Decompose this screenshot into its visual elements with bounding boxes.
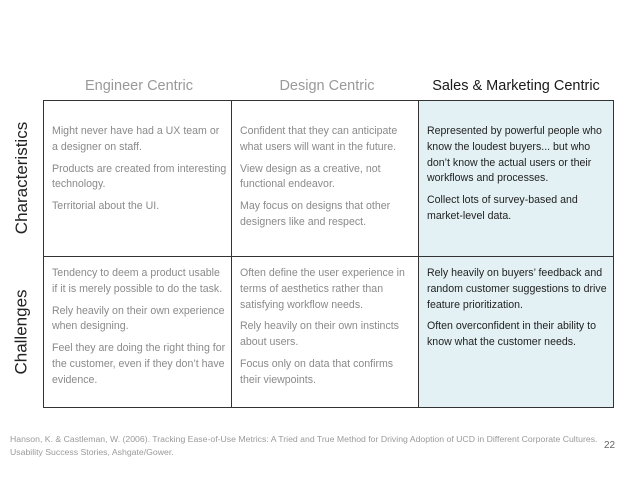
cell-item: View design as a creative, not functional endeavor. [240, 162, 381, 191]
cell-item: Focus only on data that confirms their viewpoints. [240, 357, 394, 386]
cell-characteristics-engineer [52, 124, 228, 221]
cell-item: Might never have had a UX team or a designer on staff. [52, 125, 220, 153]
cell-item: Rely heavily on buyers’ feedback and random customer suggestions to drive feature prioritization. [427, 267, 607, 311]
cell-item: Rely heavily on their own experience when designing. [52, 304, 225, 333]
cell-item: Collect lots of survey-based and market-level data. [427, 194, 578, 222]
grid-line-col1 [231, 100, 232, 408]
cell-item: Feel they are doing the right thing for the customer, even if they don’t have evidence. [52, 342, 226, 386]
grid-line-bottom [43, 407, 614, 408]
citation-footnote: Hanson, K. & Castleman, W. (2006). Tracking Ease-of-Use Metrics: A Tried and True Method for Driving Adoption of UCD in Different Corporate Cultures. Usability Success Stories, Ashgate/Gower. [10, 434, 598, 457]
cell-item: Represented by powerful people who know the loudest buyers... but who don’t know the actual users or their workflows and processes. [427, 125, 602, 185]
grid-line-top [43, 100, 614, 101]
cell-characteristics-sales [427, 124, 611, 231]
page-number: 22 [604, 440, 616, 451]
row-label-challenges [2, 256, 42, 408]
cell-item: Tendency to deem a product usable if it is merely possible to do the task. [52, 267, 223, 295]
row-label-challenges-text: Challenges [12, 289, 31, 375]
cell-challenges-sales [427, 266, 611, 357]
header-engineer-centric: Engineer Centric [85, 78, 193, 94]
cell-item: May focus on designs that other designers like and respect. [240, 200, 391, 228]
row-label-characteristics [2, 100, 42, 256]
cell-item: Products are created from interesting technology. [52, 162, 227, 191]
cell-item: Often define the user experience in terms of aesthetics rather than satisfying workflow needs. [240, 267, 405, 311]
cell-item: Confident that they can anticipate what users will want in the future. [240, 125, 398, 153]
grid-line-col2 [418, 100, 419, 408]
grid-line-right [613, 100, 614, 408]
cell-characteristics-design [240, 124, 416, 237]
grid-line-left [43, 100, 44, 408]
row-label-characteristics-text: Characteristics [12, 121, 32, 235]
grid-line-middle [43, 256, 614, 257]
cell-challenges-engineer [52, 266, 228, 395]
cell-item: Rely heavily on their own instincts about users. [240, 320, 399, 349]
cell-item: Territorial about the UI. [52, 200, 160, 213]
cell-item: Often overconfident in their ability to know what the customer needs. [427, 320, 597, 349]
header-sales-marketing-centric: Sales & Marketing Centric [432, 78, 600, 94]
cell-challenges-design [240, 266, 416, 395]
header-design-centric: Design Centric [279, 78, 375, 94]
